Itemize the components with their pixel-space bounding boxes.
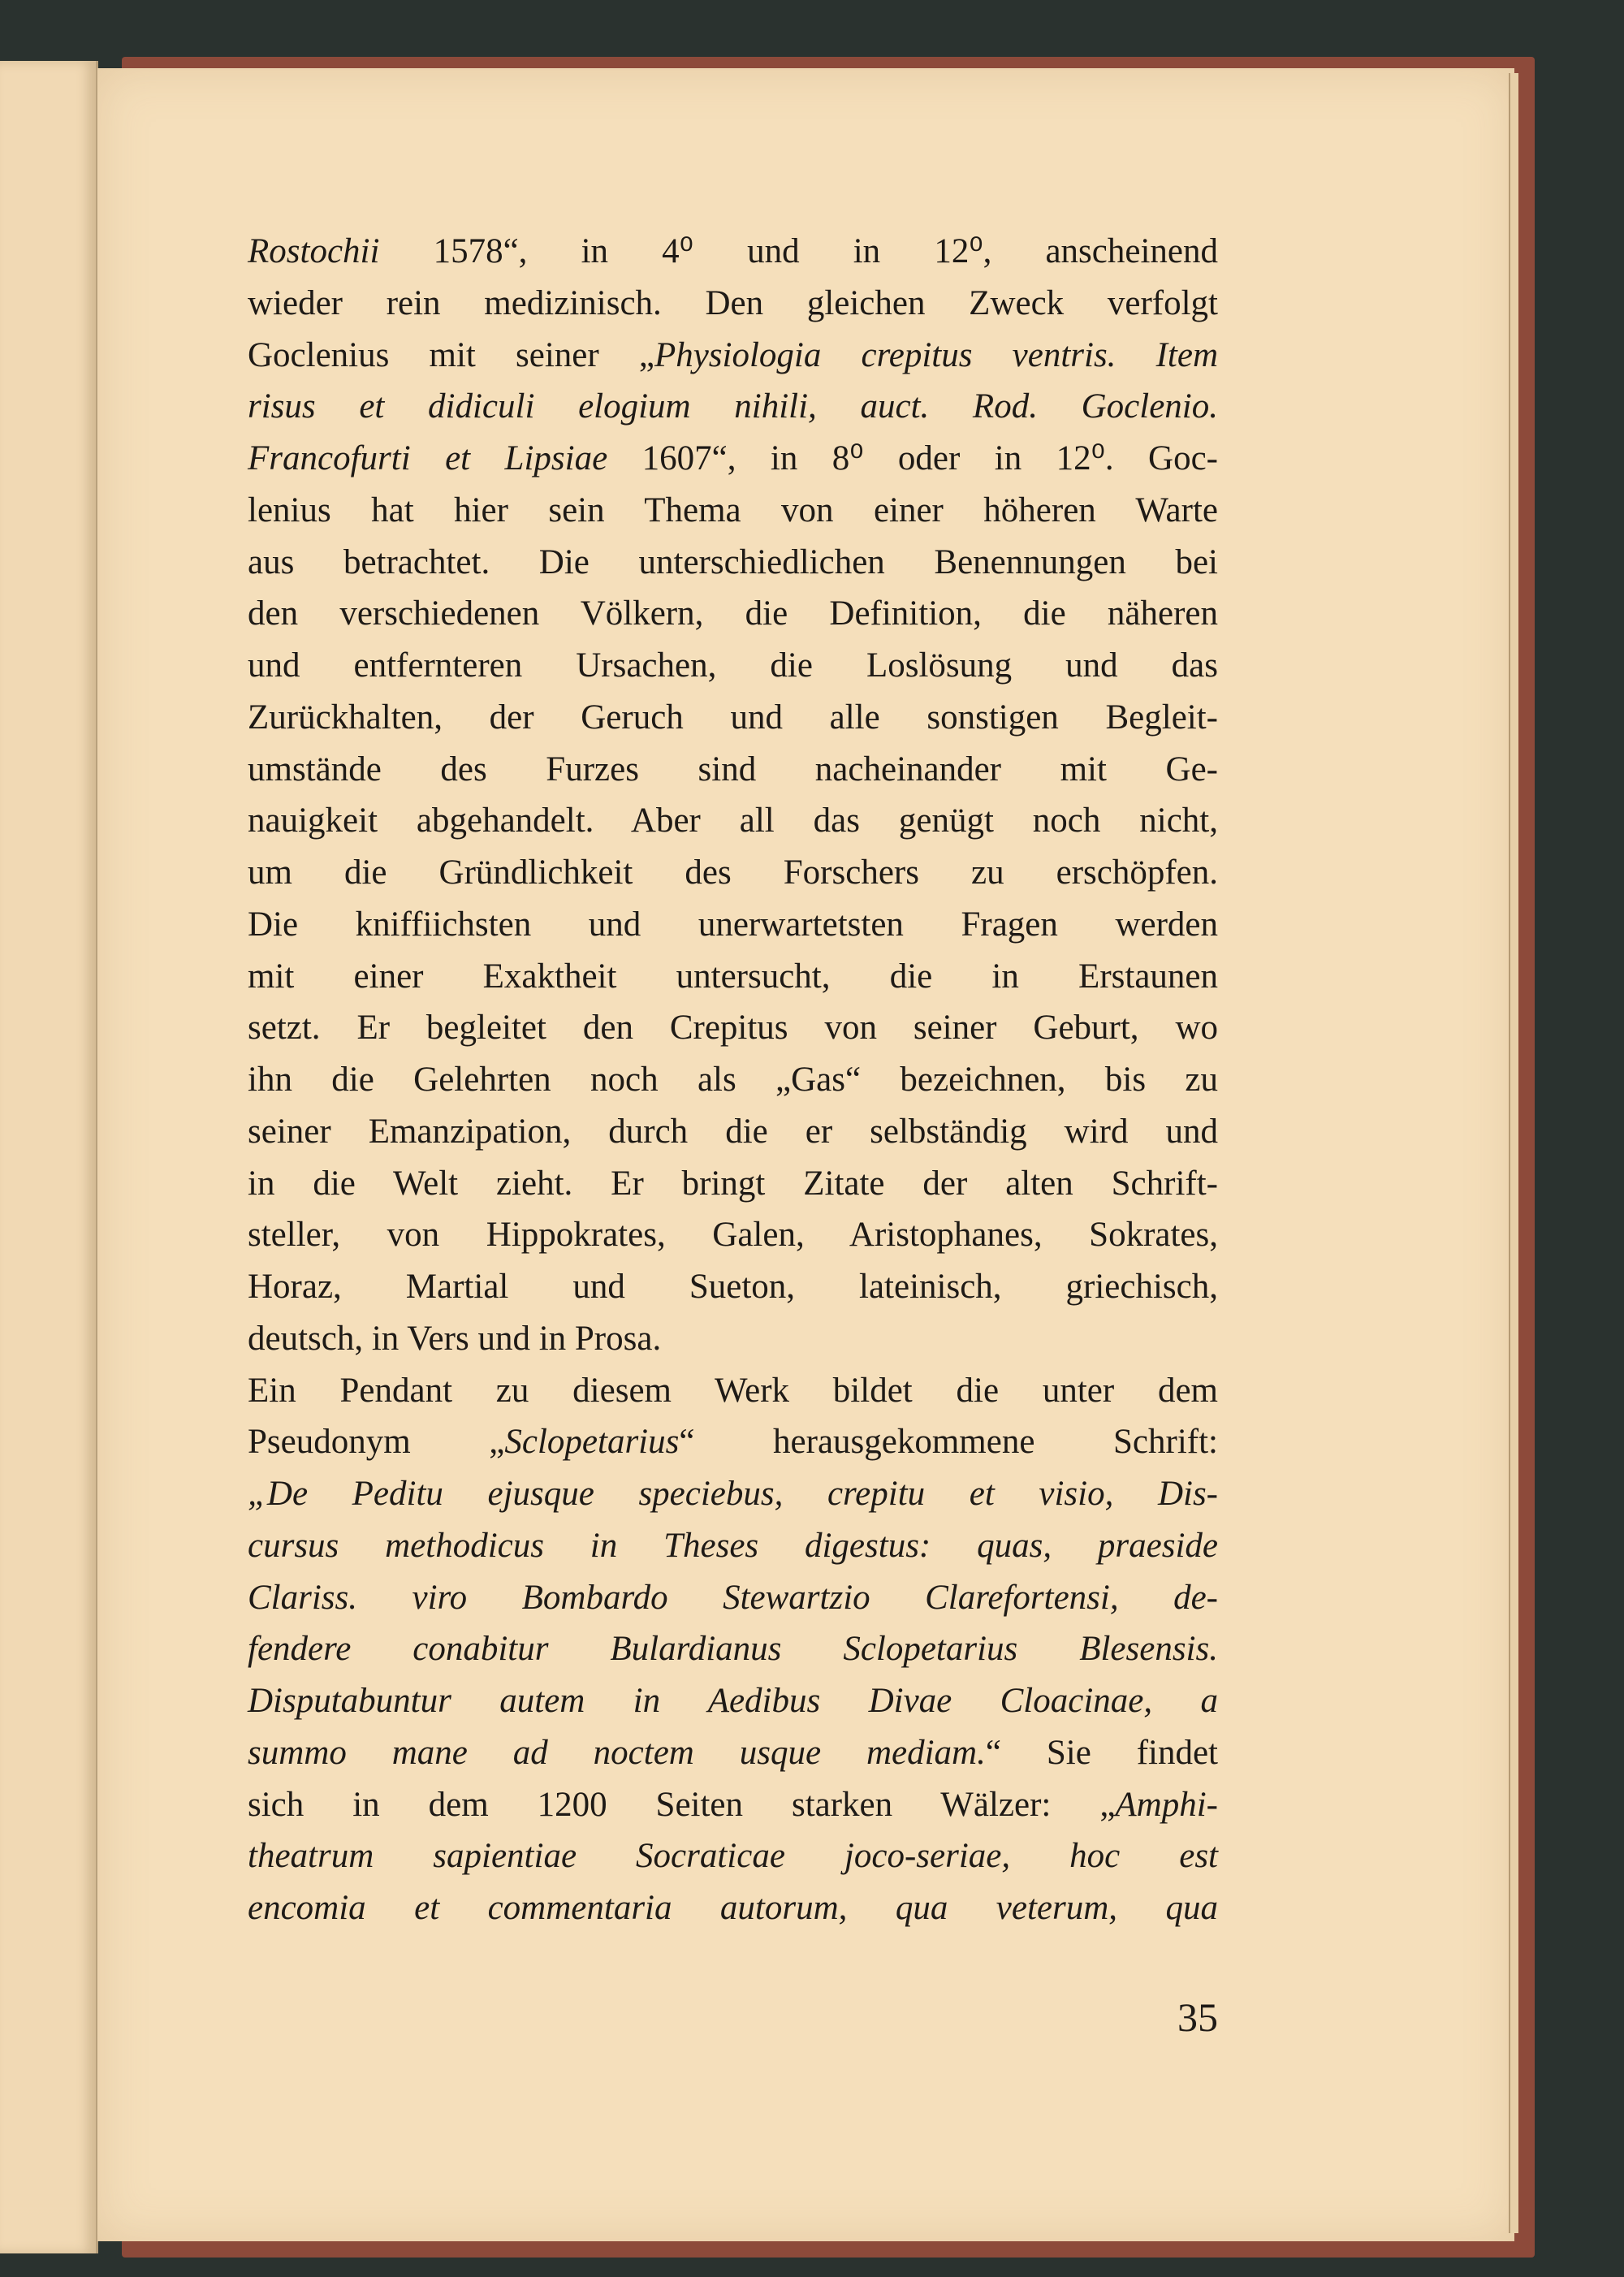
- text-line: [248, 537, 1218, 589]
- text: Die kniffiichsten und unerwartetsten Fragen werden: [248, 905, 1218, 944]
- text-line: [248, 1830, 1218, 1882]
- text: ihn die Gelehrten noch als „Gas“ bezeichnen, bis zu: [248, 1061, 1218, 1099]
- text: in die Welt zieht. Er bringt Zitate der alten Schrift-: [248, 1164, 1218, 1203]
- text: den verschiedenen Völkern, die Definition, die näheren: [248, 594, 1218, 633]
- facing-left-page: [0, 61, 98, 2253]
- text-line: [248, 1054, 1218, 1106]
- text-line: [248, 381, 1218, 433]
- text-line: [248, 1158, 1218, 1210]
- text: Pseudonym „: [248, 1423, 505, 1462]
- text-line: [248, 1520, 1218, 1572]
- text: mit einer Exaktheit untersucht, die in Erstaunen: [248, 957, 1218, 996]
- italic-text: Rostochii: [248, 232, 380, 270]
- italic-text: Amphi-: [1115, 1785, 1218, 1824]
- text-line: [248, 1209, 1218, 1261]
- text: wieder rein medizinisch. Den gleichen Zweck verfolgt: [248, 283, 1218, 322]
- text-line: [248, 588, 1218, 640]
- text-line: [248, 433, 1218, 485]
- italic-text: „De Peditu ejusque speciebus, crepitu et visio, Dis-: [248, 1475, 1218, 1513]
- text-line: [248, 1416, 1218, 1468]
- italic-text: Physiologia crepitus ventris. Item: [654, 335, 1218, 374]
- text: setzt. Er begleitet den Crepitus von seiner Geburt, wo: [248, 1009, 1218, 1048]
- italic-text: Clariss. viro Bombardo Stewartzio Clarefortensi, de-: [248, 1578, 1218, 1617]
- text-line: [248, 330, 1218, 382]
- text-line: [248, 1882, 1218, 1934]
- text-line: [248, 795, 1218, 847]
- text-line: [248, 899, 1218, 951]
- text: umstände des Furzes sind nacheinander mit Ge-: [248, 750, 1218, 789]
- text: aus betrachtet. Die unterschiedlichen Benennungen bei: [248, 542, 1218, 581]
- text-line: [248, 226, 1218, 278]
- page-number: 35: [1177, 1994, 1218, 2040]
- italic-text: theatrum sapientiae Socraticae joco-seriae, hoc est: [248, 1837, 1218, 1876]
- text: 1607“, in 8⁰ oder in 12⁰. Goc-: [607, 439, 1218, 477]
- italic-text: Francofurti et Lipsiae: [248, 439, 608, 477]
- italic-text: cursus methodicus in Theses digestus: quas, praeside: [248, 1526, 1218, 1565]
- text: 1578“, in 4⁰ und in 12⁰, anscheinend: [379, 232, 1218, 270]
- text-line: [248, 1313, 1218, 1365]
- body-text: [248, 226, 1218, 1934]
- text-line: [248, 1106, 1218, 1158]
- text-line: [248, 1623, 1218, 1675]
- italic-text: risus et didiculi elogium nihili, auct. Rod. Goclenio.: [248, 387, 1218, 426]
- text: lenius hat hier sein Thema von einer höheren Warte: [248, 490, 1218, 529]
- text-line: [248, 847, 1218, 899]
- italic-text: summo mane ad noctem usque mediam.: [248, 1733, 986, 1772]
- text: “ Sie findet: [985, 1733, 1218, 1772]
- text: und entfernteren Ursachen, die Loslösung und das: [248, 646, 1218, 685]
- text: sich in dem 1200 Seiten starken Wälzer: „: [248, 1785, 1116, 1824]
- text: Horaz, Martial und Sueton, lateinisch, griechisch,: [248, 1268, 1218, 1306]
- text: um die Gründlichkeit des Forschers zu erschöpfen.: [248, 853, 1218, 892]
- text-line: [248, 1002, 1218, 1054]
- text-line: [248, 1468, 1218, 1520]
- text: deutsch, in Vers und in Prosa.: [248, 1319, 662, 1358]
- text-line: [248, 951, 1218, 1003]
- text: Zurückhalten, der Geruch und alle sonstigen Begleit-: [248, 698, 1218, 737]
- italic-text: Sclopetarius: [504, 1423, 680, 1462]
- text-line: [248, 692, 1218, 744]
- text: nauigkeit abgehandelt. Aber all das genügt noch nicht,: [248, 801, 1218, 840]
- italic-text: Disputabuntur autem in Aedibus Divae Cloacinae, a: [248, 1682, 1218, 1720]
- text-line: [248, 1572, 1218, 1624]
- italic-text: encomia et commentaria autorum, qua veterum, qua: [248, 1889, 1218, 1927]
- text-line: [248, 744, 1218, 796]
- text: seiner Emanzipation, durch die er selbständig wird und: [248, 1112, 1218, 1151]
- text-line: [248, 1727, 1218, 1779]
- page-edge: [1509, 73, 1518, 2233]
- italic-text: fendere conabitur Bulardianus Sclopetarius Blesensis.: [248, 1630, 1218, 1669]
- text: Ein Pendant zu diesem Werk bildet die unter dem: [248, 1371, 1218, 1410]
- text: Goclenius mit seiner „: [248, 335, 654, 374]
- text-line: [248, 1365, 1218, 1417]
- text-line: [248, 485, 1218, 537]
- text: steller, von Hippokrates, Galen, Aristophanes, Sokrates,: [248, 1216, 1218, 1255]
- text-line: [248, 640, 1218, 692]
- text-line: [248, 1779, 1218, 1831]
- text-line: [248, 1261, 1218, 1313]
- text-line: [248, 1675, 1218, 1727]
- text: “ herausgekommene Schrift:: [679, 1423, 1218, 1462]
- text-line: [248, 278, 1218, 330]
